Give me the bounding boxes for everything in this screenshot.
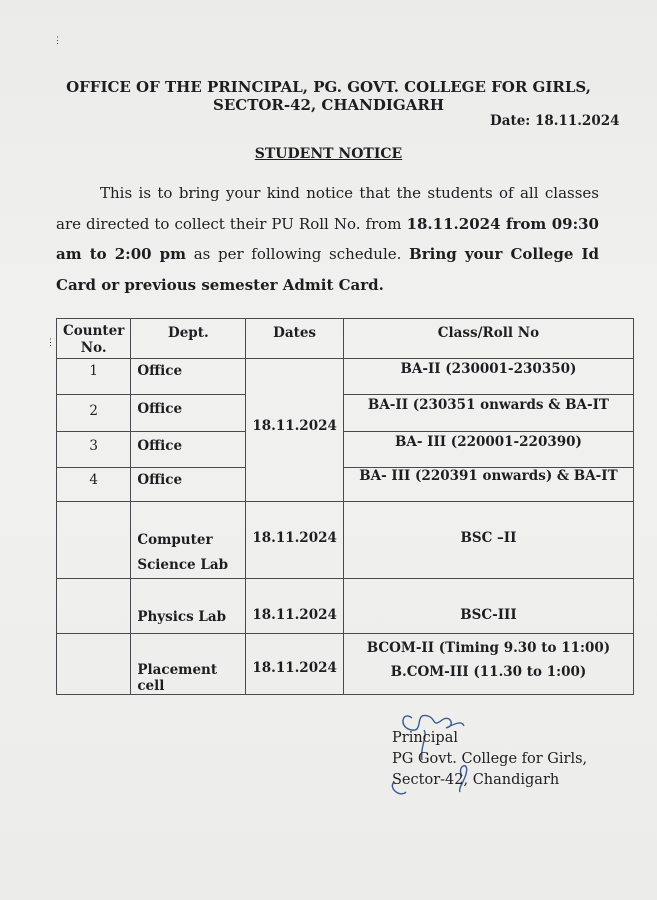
table-row — [57, 468, 634, 502]
class-cell: BA-II (230351 onwards & BA-IT — [343, 395, 633, 432]
header-dates: Dates — [246, 319, 344, 359]
counter-cell: 4 — [57, 468, 131, 502]
class-cell: BA- III (220391 onwards) & BA-IT — [343, 468, 633, 502]
office-heading-line1: OFFICE OF THE PRINCIPAL, PG. GOVT. COLLEGE FOR GIRLS, — [66, 78, 591, 96]
body-text-1: This is to bring your kind notice that the students of all classes are directed to collect their PU Roll No. from — [56, 184, 599, 233]
table-row — [57, 634, 634, 695]
schedule-table — [56, 318, 634, 695]
class-cell: BA- III (220001-220390) — [343, 432, 633, 468]
dept-cell: Placement cell — [131, 634, 246, 695]
dept-cell: Office — [131, 395, 246, 432]
table-row — [57, 395, 634, 432]
counter-cell — [57, 579, 131, 634]
table-header-row — [57, 319, 634, 359]
dept-cell: Office — [131, 468, 246, 502]
header-dept: Dept. — [131, 319, 246, 359]
table-row — [57, 579, 634, 634]
class-cell: BSC –II — [343, 502, 633, 579]
office-date-cell: 18.11.2024 — [246, 359, 344, 502]
dept-cell: Office — [131, 359, 246, 395]
scan-speck: ⋮ — [53, 36, 62, 46]
notice-body — [56, 178, 599, 300]
class-cell: BSC-III — [343, 579, 633, 634]
counter-cell: 2 — [57, 395, 131, 432]
notice-title: STUDENT NOTICE — [254, 146, 403, 162]
counter-cell — [57, 502, 131, 579]
body-bold-instruction: Bring your College Id Card or previous semester Admit Card. — [56, 245, 599, 294]
date-cell: 18.11.2024 — [246, 634, 344, 695]
date-cell: 18.11.2024 — [246, 579, 344, 634]
counter-cell — [57, 634, 131, 695]
class-line-1: BCOM-II (Timing 9.30 to 11:00) — [366, 640, 611, 656]
signature-block — [392, 728, 587, 791]
signature-college: PG Govt. College for Girls, — [392, 751, 588, 767]
notice-date: Date: 18.11.2024 — [490, 113, 620, 129]
counter-cell: 3 — [57, 432, 131, 468]
table-row — [57, 432, 634, 468]
table-row — [57, 502, 634, 579]
header-class: Class/Roll No — [343, 319, 633, 359]
counter-cell: 1 — [57, 359, 131, 395]
table-row — [57, 359, 634, 395]
scan-speck: ⋮ — [46, 338, 55, 348]
signature-location: Sector-42, Chandigarh — [392, 772, 560, 788]
date-cell: 18.11.2024 — [246, 502, 344, 579]
class-cell: BA-II (230001-230350) — [343, 359, 633, 395]
dept-cell: Computer Science Lab — [131, 502, 246, 579]
class-line-2: B.COM-III (11.30 to 1:00) — [390, 664, 587, 680]
office-heading-line2: SECTOR-42, CHANDIGARH — [212, 96, 444, 114]
body-text-2: as per following schedule. — [186, 245, 410, 263]
scan-speck: ⋮ — [52, 652, 61, 662]
class-cell — [343, 634, 633, 695]
dept-cell: Physics Lab — [131, 579, 246, 634]
signature-title: Principal — [392, 730, 458, 746]
header-counter: Counter No. — [57, 319, 131, 359]
dept-cell: Office — [131, 432, 246, 468]
body-bold-timing: 18.11.2024 from 09:30 am to 2:00 pm — [56, 214, 599, 263]
